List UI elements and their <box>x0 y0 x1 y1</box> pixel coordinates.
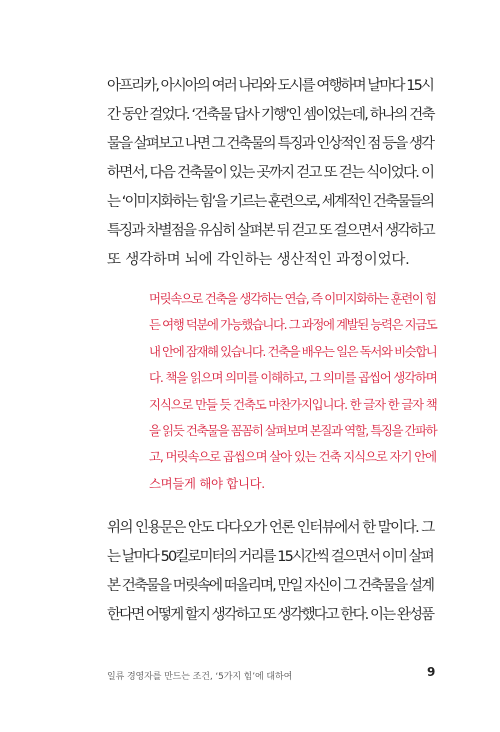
quote-text-line: 스며들게 해야 합니다. <box>149 475 265 491</box>
quote-text-line: 지식으로 만들 듯 건축도 마찬가지입니다. 한 글자 한 글자 책 <box>149 396 437 412</box>
body-text-line: 하면서, 다음 건축물이 있는 곳까지 걷고 또 걷는 식이었다. 이 <box>107 165 434 181</box>
body-text-line: 아프리카, 아시아의 여러 나라와 도시를 여행하며 날마다 15시 <box>107 78 433 94</box>
body-paragraph-1 <box>107 72 435 275</box>
body-text-line: 특징과 차별점을 유심히 살펴본 뒤 걷고 또 걸으면서 생각하고 <box>107 223 434 239</box>
page-number: 9 <box>427 665 436 679</box>
running-footer-title: 일류 경영자를 만드는 조건, ‘5가지 힘’에 대하여 <box>107 672 293 682</box>
body-text-line: 본 건축물을 머릿속에 떠올리며, 만일 자신이 그 건축물을 설계 <box>107 578 434 594</box>
body-text-line: 는 ‘이미지화하는 힘’을 기르는 훈련으로, 세계적인 건축물들의 <box>107 194 434 210</box>
quote-text-line: 머릿속으로 건축을 생각하는 연습, 즉 이미지화하는 훈련이 힘 <box>149 291 436 306</box>
quote-text-line: 내 안에 잠재해 있습니다. 건축을 배우는 일은 독서와 비슷합니 <box>149 343 437 359</box>
body-text-line: 위의 인용문은 안도 다다오가 언론 인터뷰에서 한 말이다. 그 <box>107 520 434 536</box>
quote-text-line: 고, 머릿속으로 곱씹으며 살아 있는 건축 지식으로 자기 안에 <box>149 449 437 465</box>
quote-text-line: 을 읽듯 건축물을 꼼꼼히 살펴보며 본질과 역할, 특징을 간파하 <box>149 422 437 438</box>
body-text-line: 한다면 어떻게 할지 생각하고 또 생각했다고 한다. 이는 완성품 <box>107 607 434 623</box>
body-text-line: 또 생각하며 뇌에 각인하는 생산적인 과정이었다. <box>107 252 410 268</box>
block-quote <box>149 286 437 497</box>
body-text-line: 물을 살펴보고 나면 그 건축물의 특징과 인상적인 점 등을 생각 <box>107 136 434 152</box>
body-text-line: 간 동안 걸었다. ‘건축물 답사 기행’인 셈이었는데, 하나의 건축 <box>107 107 434 123</box>
body-paragraph-2 <box>107 514 435 630</box>
body-text-line: 는 날마다 50킬로미터의 거리를 15시간씩 걸으면서 이미 살펴 <box>107 549 433 565</box>
quote-text-line: 든 여행 덕분에 가능했습니다. 그 과정에 계발된 능력은 지금도 <box>149 317 437 333</box>
quote-text-line: 다. 책을 읽으며 의미를 이해하고, 그 의미를 곱씹어 생각하며 <box>149 370 437 386</box>
